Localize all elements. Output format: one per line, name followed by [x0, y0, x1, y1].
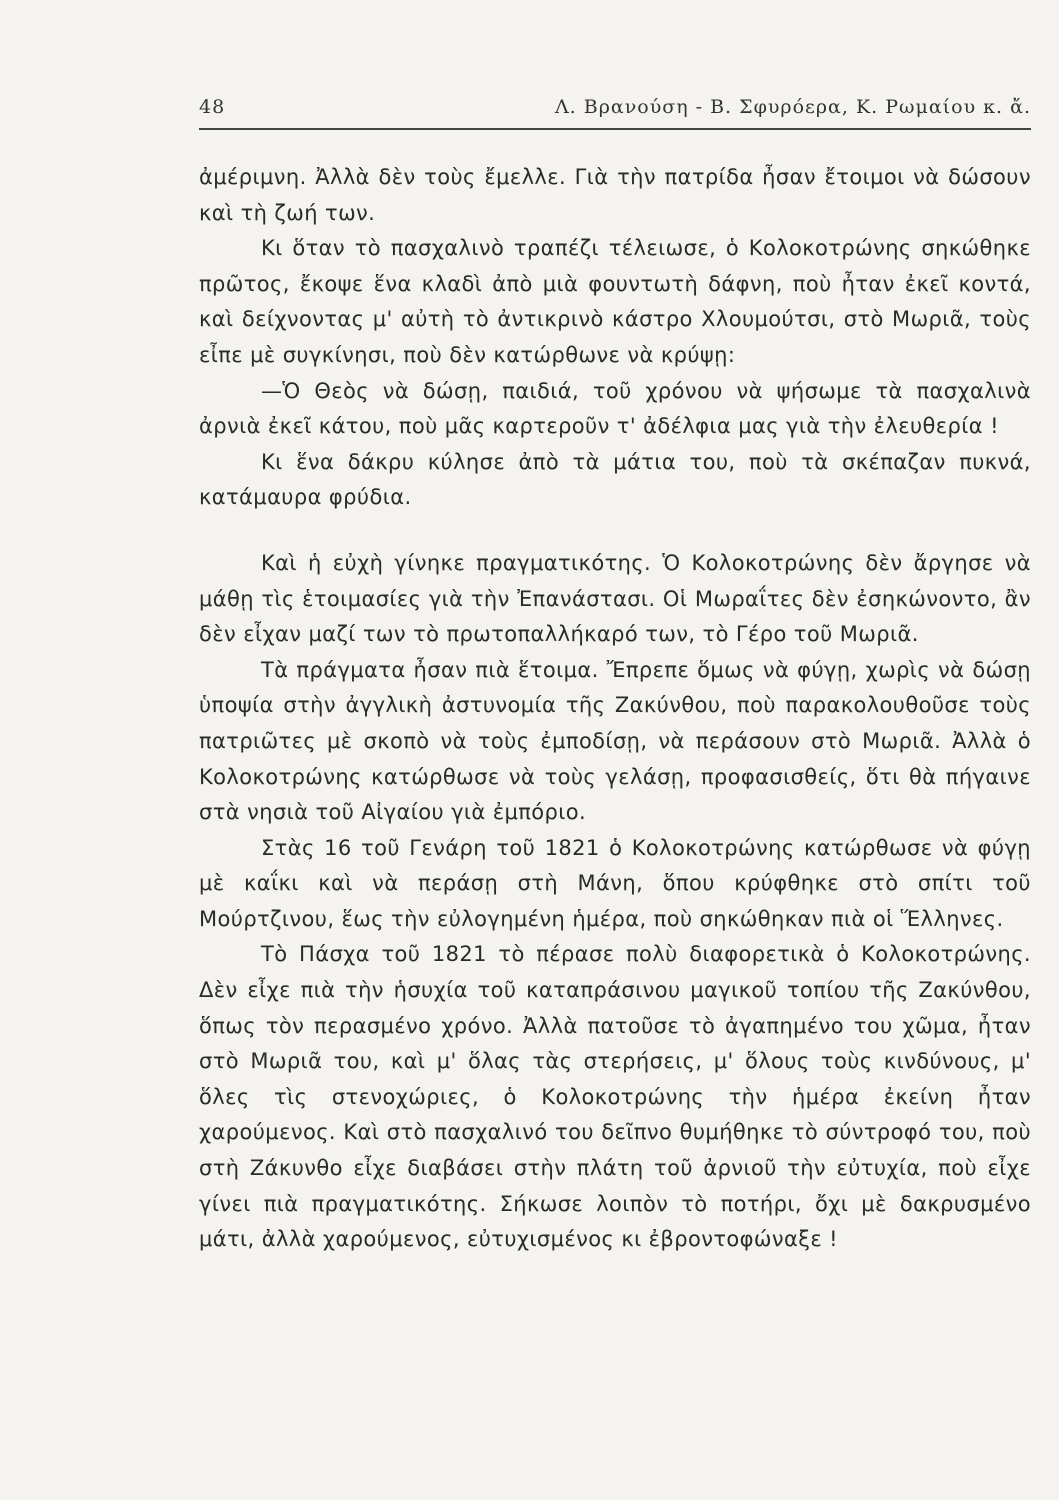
running-head-title: Λ. Βρανούση - Β. Σφυρόερα, Κ. Ρωμαίου κ. ἄ. [554, 96, 1031, 118]
paragraph: Τὸ Πάσχα τοῦ 1821 τὸ πέρασε πολὺ διαφορετικὰ ὁ Κολοκοτρώνης. Δὲν εἶχε πιὰ τὴν ἡσυχία τοῦ καταπράσινου μαγικοῦ τοπίου τῆς Ζακύνθου, ὅπως τὸν περασμένο χρόνο. Ἀλλὰ πατοῦσε τὸ ἀγαπημένο του χῶμα, ἦταν στὸ Μωριᾶ του, καὶ μ' ὅλας τὰς στερήσεις, μ' ὅλους τοὺς κινδύνους, μ' ὅλες τὶς στενοχώριες, ὁ Κολοκοτρώνης τὴν ἡμέρα ἐκείνη ἦταν χαρούμενος. Καὶ στὸ πασχαλινό του δεῖπνο θυμήθηκε τὸ σύντροφό του, ποὺ στὴ Ζάκυνθο εἶχε διαβάσει στὴν πλάτη τοῦ ἀρνιοῦ τὴν εὐτυχία, ποὺ εἶχε γίνει πιὰ πραγματικότης. Σήκωσε λοιπὸν τὸ ποτήρι, ὄχι μὲ δακρυσμένο μάτι, ἀλλὰ χαρούμενος, εὐτυχισμένος κι ἐβροντοφώναξε ! [199, 942, 1031, 1252]
body-text [199, 160, 1031, 1258]
running-head [199, 96, 1031, 126]
header-rule [199, 128, 1031, 130]
page-number: 48 [199, 96, 226, 118]
section-gap [199, 516, 1031, 546]
paragraph: Στὰς 16 τοῦ Γενάρη τοῦ 1821 ὁ Κολοκοτρώνης κατώρθωσε νὰ φύγῃ μὲ καΐκι καὶ νὰ περάσῃ στὴ Μάνη, ὅπου κρύφθηκε στὸ σπίτι τοῦ Μούρτζινου, ἕως τὴν εὐλογημένη ἡμέρα, ποὺ σηκώθηκαν πιὰ οἱ Ἕλληνες. [199, 835, 1031, 931]
paragraph-continuation: ἀμέριμνη. Ἀλλὰ δὲν τοὺς ἔμελλε. Γιὰ τὴν πατρίδα ἦσαν ἔτοιμοι νὰ δώσουν καὶ τὴ ζωή των. [199, 165, 1031, 225]
paragraph-dialogue: —Ὁ Θεὸς νὰ δώσῃ, παιδιά, τοῦ χρόνου νὰ ψήσωμε τὰ πασχαλινὰ ἀρνιὰ ἐκεῖ κάτου, ποὺ μᾶς καρτεροῦν τ' ἀδέλφια μας γιὰ τὴν ἐλευθερία ! [199, 378, 1031, 439]
paragraph: Τὰ πράγματα ἦσαν πιὰ ἕτοιμα. Ἔπρεπε ὅμως νὰ φύγῃ, χωρὶς νὰ δώσῃ ὑποψία στὴν ἀγγλικὴ ἀστυνομία τῆς Ζακύνθου, ποὺ παρακολουθοῦσε τοὺς πατριῶτες μὲ σκοπὸ νὰ τοὺς ἐμποδίσῃ, νὰ περάσουν στὸ Μωριᾶ. Ἀλλὰ ὁ Κολοκοτρώνης κατώρθωσε νὰ τοὺς γελάσῃ, προφασισθείς, ὅτι θὰ πήγαινε στὰ νησιὰ τοῦ Αἰγαίου γιὰ ἐμπόριο. [199, 657, 1031, 825]
paragraph: Κι ὅταν τὸ πασχαλινὸ τραπέζι τέλειωσε, ὁ Κολοκοτρώνης σηκώθηκε πρῶτος, ἔκοψε ἕνα κλαδὶ ἀπὸ μιὰ φουντωτὴ δάφνη, ποὺ ἦταν ἐκεῖ κοντά, καὶ δείχνοντας μ' αὐτὴ τὸ ἀντικρινὸ κάστρο Χλουμούτσι, στὸ Μωριᾶ, τοὺς εἶπε μὲ συγκίνησι, ποὺ δὲν κατώρθωνε νὰ κρύψῃ: [199, 236, 1031, 367]
paragraph: Καὶ ἡ εὐχὴ γίνηκε πραγματικότης. Ὁ Κολοκοτρώνης δὲν ἄργησε νὰ μάθῃ τὶς ἑτοιμασίες γιὰ τὴν Ἐπανάστασι. Οἱ Μωραΐτες δὲν ἐσηκώνοντο, ἂν δὲν εἶχαν μαζί των τὸ πρωτοπαλλήκαρό των, τὸ Γέρο τοῦ Μωριᾶ. [199, 550, 1031, 647]
paragraph: Κι ἕνα δάκρυ κύλησε ἀπὸ τὰ μάτια του, ποὺ τὰ σκέπαζαν πυκνά, κατάμαυρα φρύδια. [199, 449, 1031, 510]
